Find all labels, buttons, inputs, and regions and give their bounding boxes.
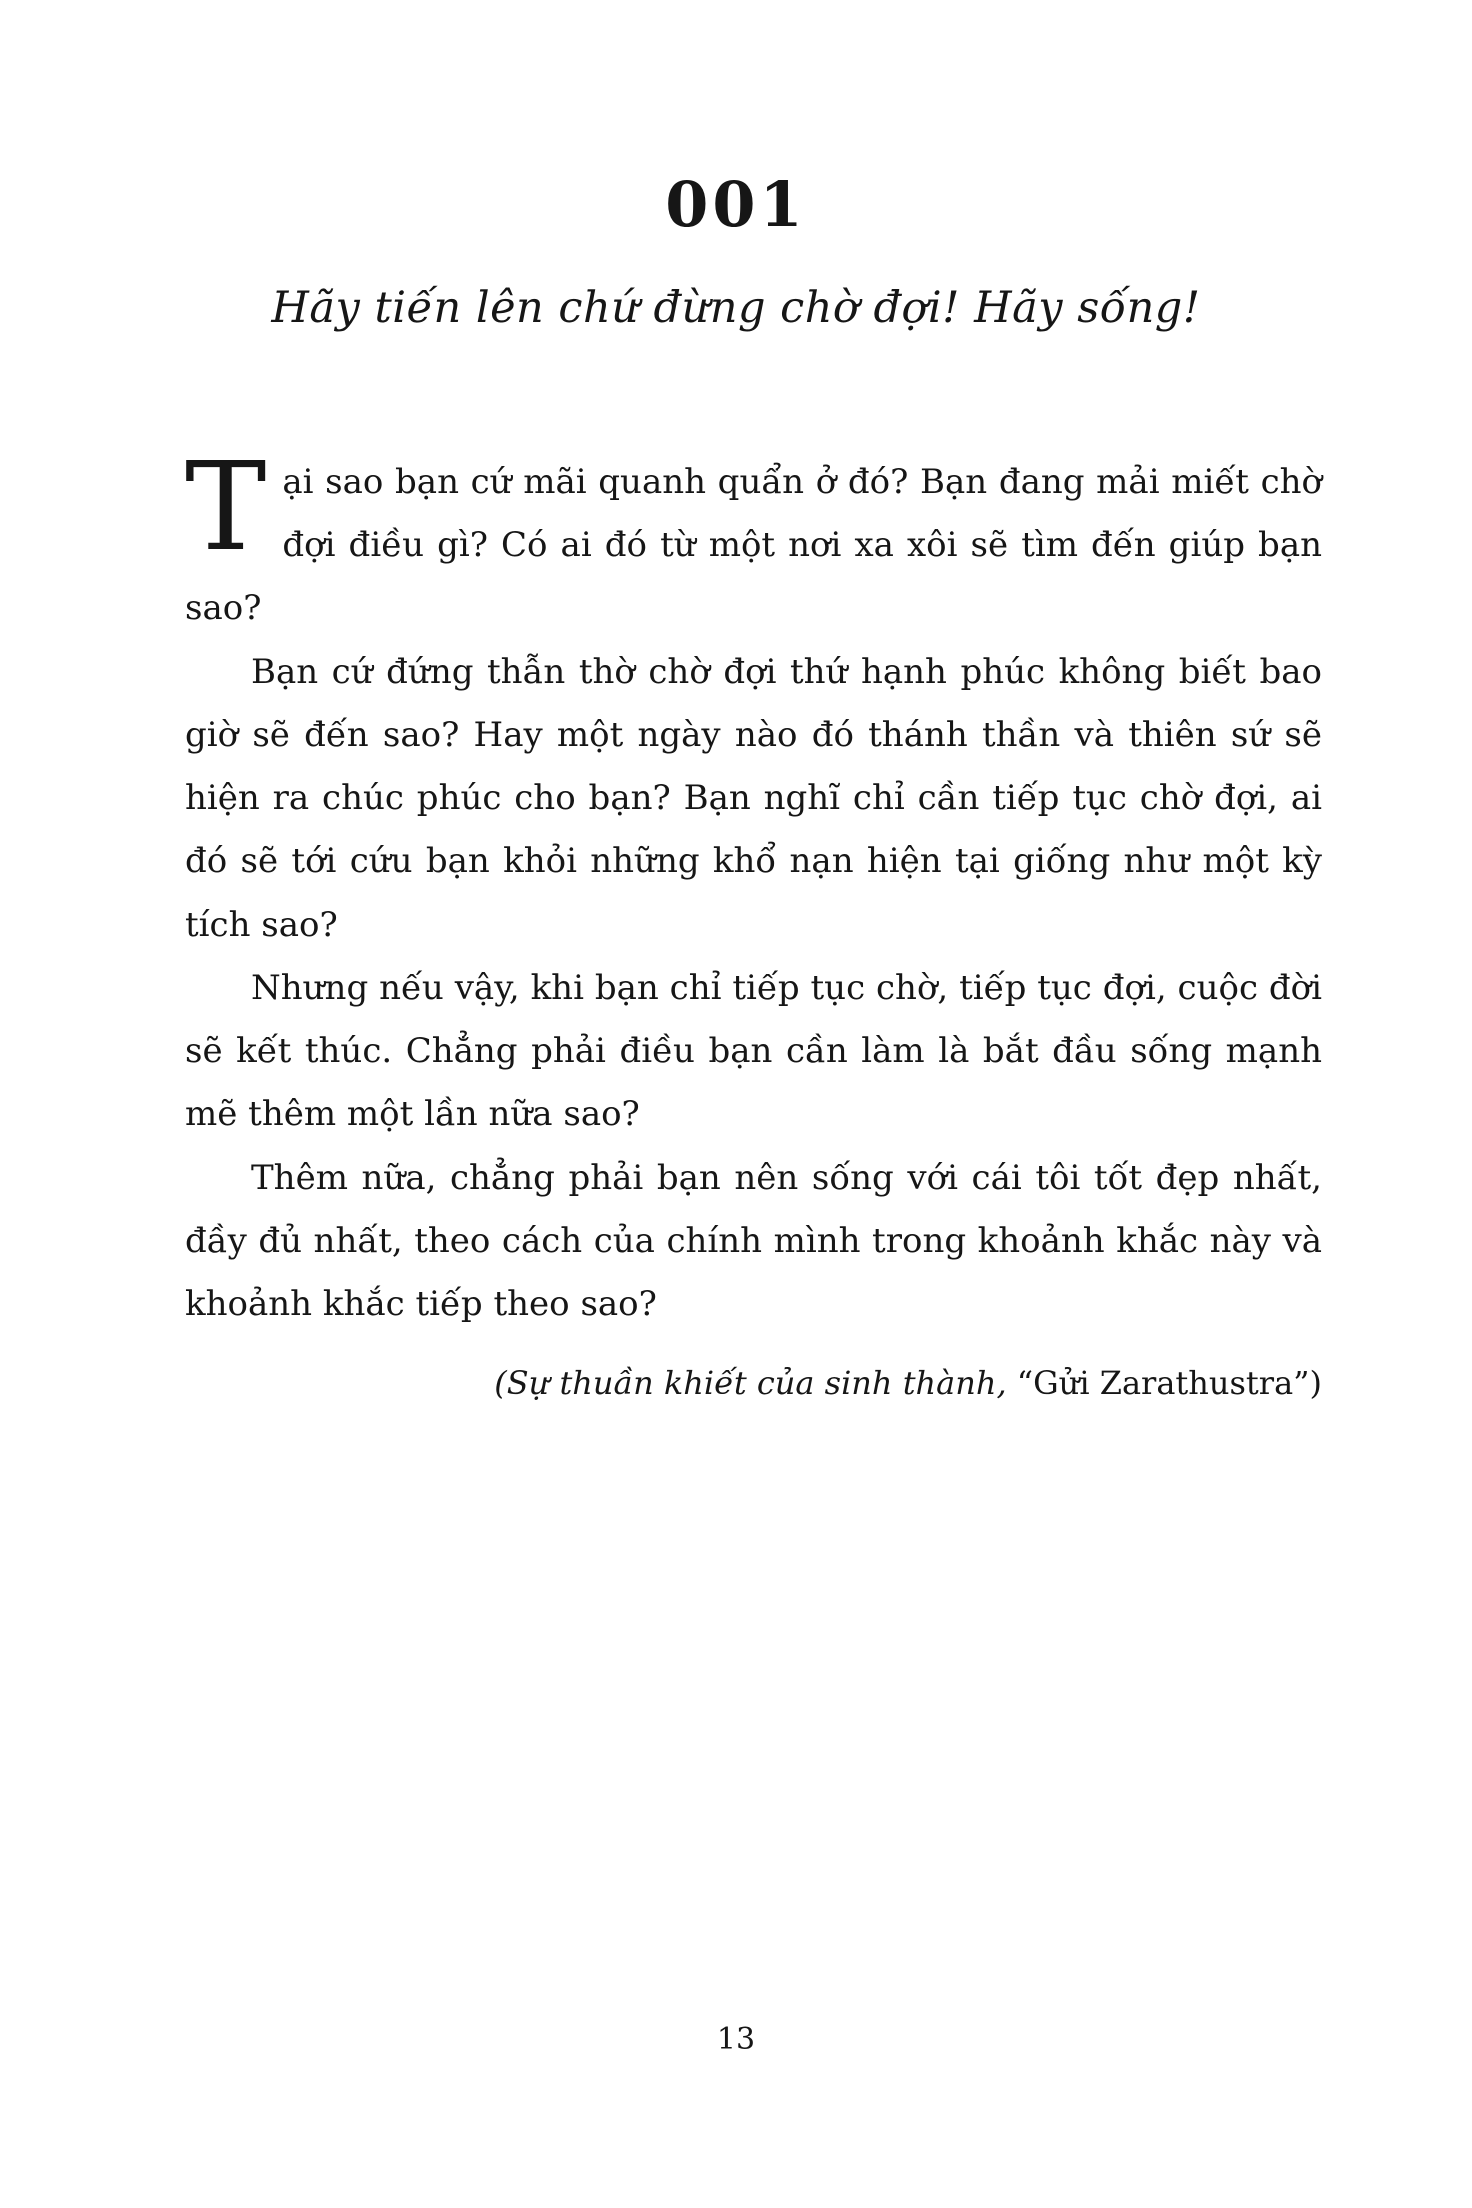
dropcap-letter: T <box>185 436 267 578</box>
attribution-quote: “Gửi Zarathustra”) <box>1006 1364 1322 1403</box>
paragraph: Bạn cứ đứng thẫn thờ chờ đợi thứ hạnh phúc không biết bao giờ sẽ đến sao? Hay một ngày nào đó thánh thần và thiên sứ sẽ hiện ra chúc phúc cho bạn? Bạn nghĩ chỉ cần tiếp tục chờ đợi, ai đó sẽ tới cứu bạn khỏi những khổ nạn hiện tại giống như một kỳ tích sao? <box>185 651 1322 945</box>
page-number: 13 <box>716 2022 756 2057</box>
chapter-title: Hãy tiến lên chứ đừng chờ đợi! Hãy sống! <box>271 283 1201 333</box>
paragraph-text: ại sao bạn cứ mãi quanh quẩn ở đó? Bạn đang mải miết chờ đợi điều gì? Có ai đó từ một nơi xa xôi sẽ tìm đến giúp bạn sao? <box>185 462 1322 629</box>
attribution <box>185 1364 1322 1402</box>
paragraph: Thêm nữa, chẳng phải bạn nên sống với cái tôi tốt đẹp nhất, đầy đủ nhất, theo cách của chính mình trong khoảnh khắc này và khoảnh khắc tiếp theo sao? <box>185 1157 1322 1325</box>
chapter-number: 001 <box>665 168 807 241</box>
attribution-source-title: (Sự thuần khiết của sinh thành, <box>494 1364 1007 1403</box>
body-text <box>185 436 1322 1336</box>
paragraph <box>185 436 1322 641</box>
paragraph: Nhưng nếu vậy, khi bạn chỉ tiếp tục chờ, tiếp tục đợi, cuộc đời sẽ kết thúc. Chẳng phải điều bạn cần làm là bắt đầu sống mạnh mẽ thêm một lần nữa sao? <box>185 967 1322 1135</box>
